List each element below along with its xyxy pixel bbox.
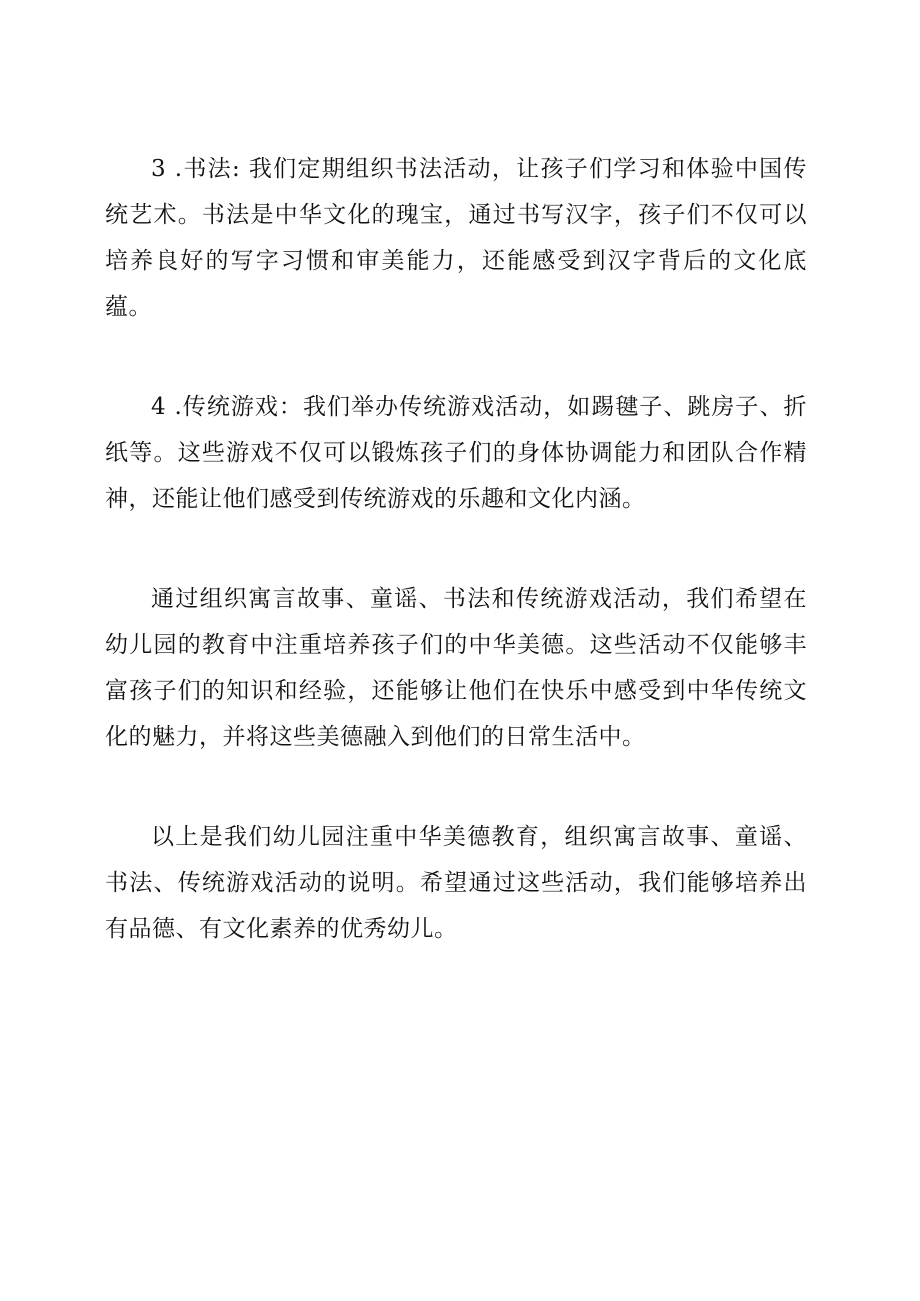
paragraph-spacer xyxy=(105,760,807,814)
paragraph-spacer xyxy=(105,330,807,384)
paragraph-traditional-games: 4 .传统游戏：我们举办传统游戏活动，如踢毽子、跳房子、折纸等。这些游戏不仅可以锻炼孩子们的身体协调能力和团队合作精神，还能让他们感受到传统游戏的乐趣和文化内涵。 xyxy=(105,394,807,512)
paragraph-summary: 通过组织寓言故事、童谣、书法和传统游戏活动，我们希望在幼儿园的教育中注重培养孩子们的中华美德。这些活动不仅能够丰富孩子们的知识和经验，还能够让他们在快乐中感受到中华传统文化的魅力，并将这些美德融入到他们的日常生活中。 xyxy=(105,586,807,750)
paragraph-conclusion: 以上是我们幼儿园注重中华美德教育，组织寓言故事、童谣、书法、传统游戏活动的说明。希望通过这些活动，我们能够培养出有品德、有文化素养的优秀幼儿。 xyxy=(105,824,807,942)
paragraph-calligraphy: 3 .书法: 我们定期组织书法活动，让孩子们学习和体验中国传统艺术。书法是中华文化的瑰宝，通过书写汉字，孩子们不仅可以培养良好的写字习惯和审美能力，还能感受到汉字背后的文化底蕴。 xyxy=(105,156,807,320)
paragraph-spacer xyxy=(105,522,807,576)
document-body xyxy=(105,146,807,952)
